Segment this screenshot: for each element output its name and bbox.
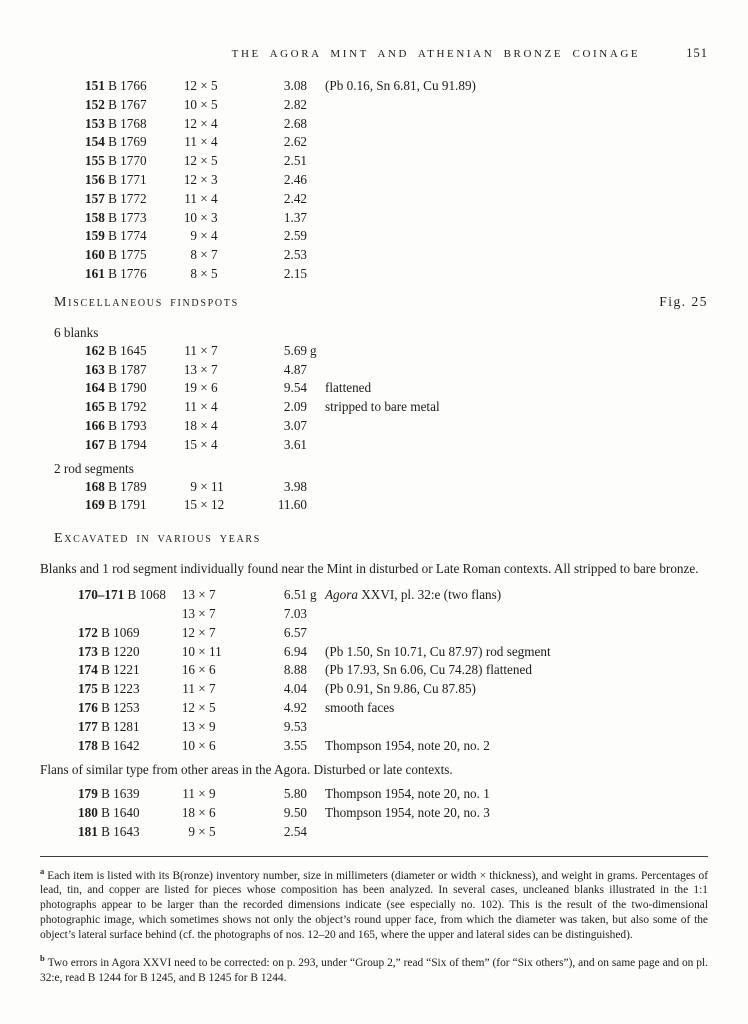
catalog-table-flans: [40, 785, 708, 841]
note-cell: smooth faces: [325, 699, 395, 715]
size-cell: 10 × 6: [181, 737, 216, 753]
table-row: [85, 246, 708, 265]
note-cell: Thompson 1954, note 20, no. 1: [325, 786, 490, 802]
table-row: [85, 96, 708, 115]
table-row: [85, 152, 708, 171]
size-cell: 12 × 4: [183, 115, 218, 131]
table-row: [85, 115, 708, 134]
catalog-number: 158 B 1773: [85, 209, 147, 225]
table-row: [85, 227, 708, 246]
weight-cell: 3.98: [283, 478, 307, 494]
catalog-number: 153 B 1768: [85, 115, 147, 131]
weight-cell: 2.15: [283, 265, 307, 281]
size-cell: 12 × 5: [183, 78, 218, 93]
size-cell: 11 × 7: [184, 342, 218, 358]
section-heading-miscellaneous-findspots: Miscellaneous findspots: [54, 294, 239, 310]
running-header-title: THE AGORA MINT AND ATHENIAN BRONZE COINAGE: [231, 48, 641, 60]
size-cell: 18 × 6: [181, 805, 216, 821]
size-cell: 13 × 9: [181, 718, 216, 734]
size-cell: 13 × 7: [181, 587, 216, 603]
size-cell: 10 × 11: [181, 643, 222, 659]
footnote-text: Two errors in Agora XXVI need to be corrected: on p. 293, under “Group 2,” read “Six of them” (for “Six others”), and on same page and on pl. 32:e, read B 1244 for B 1245, and B 1245 for B 1244.: [40, 957, 708, 985]
table-row: [85, 265, 708, 284]
table-row: [78, 624, 708, 643]
weight-cell: 2.51: [283, 153, 307, 169]
size-cell: 13 × 7: [183, 361, 218, 377]
catalog-number: 165 B 1792: [85, 399, 147, 415]
weight-cell: 4.04: [283, 681, 307, 697]
size-cell: 13 × 7: [181, 605, 216, 621]
table-row: [78, 661, 708, 680]
footnote-marker: a: [40, 865, 45, 876]
footnote-b: [40, 951, 708, 985]
table-row: [85, 379, 708, 398]
size-cell: 18 × 4: [183, 417, 218, 433]
table-row: [85, 342, 708, 361]
weight-cell: 7.03: [283, 605, 307, 621]
footnotes: [40, 856, 708, 986]
table-row: [78, 823, 708, 842]
catalog-number: 164 B 1790: [85, 380, 147, 396]
size-cell: 15 × 4: [183, 436, 218, 452]
weight-cell: 3.61: [283, 436, 307, 452]
weight-cell: 4.92: [283, 699, 307, 715]
weight-cell: 6.94: [283, 643, 307, 659]
size-cell: 11 × 9: [182, 786, 216, 802]
size-cell: 9 × 5: [188, 823, 216, 839]
size-cell: 11 × 4: [184, 399, 218, 415]
size-cell: 10 × 3: [183, 209, 218, 225]
weight-cell: 2.59: [283, 228, 307, 244]
size-cell: 9 × 4: [190, 228, 218, 244]
note-cell: (Pb 0.91, Sn 9.86, Cu 87.85): [325, 681, 476, 697]
catalog-table-blanks: [40, 342, 708, 455]
catalog-number: 181 B 1643: [78, 823, 140, 839]
catalog-table-excavated: [40, 586, 708, 755]
table-row: [85, 496, 708, 515]
catalog-number: 160 B 1775: [85, 247, 147, 263]
note-cell: (Pb 17.93, Sn 6.06, Cu 74.28) flattened: [325, 662, 532, 678]
weight-cell: 2.53: [283, 247, 307, 263]
catalog-number: 166 B 1793: [85, 417, 147, 433]
weight-cell: 2.09: [283, 399, 307, 415]
catalog-number: 178 B 1642: [78, 737, 140, 753]
note-cell: stripped to bare metal: [325, 399, 440, 415]
size-cell: 19 × 6: [183, 380, 218, 396]
weight-cell: 9.50: [283, 805, 307, 821]
weight-cell: 1.37: [283, 209, 307, 225]
weight-cell: 4.87: [283, 361, 307, 377]
size-cell: 9 × 11: [190, 478, 224, 494]
weight-cell: 9.54: [283, 380, 307, 396]
size-cell: 12 × 5: [181, 699, 216, 715]
table-row: [85, 77, 708, 96]
table-row: [78, 785, 708, 804]
size-cell: 12 × 7: [181, 624, 216, 640]
catalog-number: 157 B 1772: [85, 190, 147, 206]
catalog-number: 172 B 1069: [78, 624, 140, 640]
catalog-number: 159 B 1774: [85, 228, 147, 244]
note-cell: flattened: [325, 380, 372, 396]
catalog-number: 161 B 1776: [85, 265, 147, 281]
footnote-text: Each item is listed with its B(ronze) inventory number, size in millimeters (diameter or width × thickness), and weight in grams. Percentages of lead, tin, and copper are listed for pieces whose composition has been analyzed. In several cases, uncleaned blanks illustrated in the 1:1 photographs appear to be larger than the recorded dimensions indicate (see especially no. 102). This is the result of the two-dimensional photographic image, which sometimes shows not only the object’s round upper face, from which the diameter was taken, but also some of the object’s lateral surface behind (cf. the photographs of nos. 12–20 and 165, where the upper and lateral sides can be distinguished).: [40, 869, 708, 941]
catalog-number: 177 B 1281: [78, 718, 140, 734]
catalog-number: 175 B 1223: [78, 681, 140, 697]
catalog-number: 168 B 1789: [85, 478, 147, 494]
weight-cell: 6.57: [283, 624, 307, 640]
table-row: [78, 680, 708, 699]
table-row: [85, 478, 708, 497]
table-row: [78, 699, 708, 718]
size-cell: 12 × 3: [183, 171, 218, 187]
size-cell: 15 × 12: [183, 497, 225, 513]
catalog-number: 167 B 1794: [85, 436, 147, 452]
table-row: [85, 171, 708, 190]
catalog-number: 163 B 1787: [85, 361, 147, 377]
table-row: [78, 804, 708, 823]
weight-cell: 2.68: [283, 115, 307, 131]
catalog-table-top: [40, 77, 708, 284]
catalog-number: 152 B 1767: [85, 96, 147, 112]
table-row: [85, 133, 708, 152]
catalog-number: 173 B 1220: [78, 643, 140, 659]
note-cell: (Pb 1.50, Sn 10.71, Cu 87.97) rod segment: [325, 643, 551, 659]
weight-cell: 3.07: [283, 417, 307, 433]
weight-cell: 2.42: [283, 190, 307, 206]
weight-cell: 2.62: [283, 134, 307, 150]
weight-cell: 11.60: [277, 497, 307, 513]
flans-paragraph: Flans of similar type from other areas in the Agora. Disturbed or late contexts.: [40, 762, 453, 778]
size-cell: 16 × 6: [181, 662, 216, 678]
intro-paragraph: Blanks and 1 rod segment individually found near the Mint in disturbed or Late Roman contexts. All stripped to bare bronze.: [40, 561, 699, 577]
weight-cell: 5.80: [283, 786, 307, 802]
catalog-number: 162 B 1645: [85, 342, 147, 358]
section-heading-row: [40, 294, 708, 311]
weight-cell: 9.53: [283, 718, 307, 734]
table-row: [85, 190, 708, 209]
table-row: [78, 737, 708, 756]
catalog-number: 156 B 1771: [85, 171, 147, 187]
note-cell: Thompson 1954, note 20, no. 2: [325, 737, 490, 753]
figure-reference: Fig. 25: [659, 293, 708, 309]
running-header: [40, 46, 708, 61]
weight-cell: 5.69: [283, 342, 307, 358]
weight-cell: 2.54: [283, 823, 307, 839]
section-heading-excavated-in-various-years: Excavated in various years: [54, 531, 262, 547]
table-row: [78, 586, 708, 605]
catalog-number: 151 B 1766: [85, 78, 147, 93]
note-cell: (Pb 0.16, Sn 6.81, Cu 91.89): [325, 78, 476, 93]
table-row: [85, 209, 708, 228]
catalog-number: 169 B 1791: [85, 497, 147, 513]
note-cell: Agora XXVI, pl. 32:e (two flans): [325, 587, 502, 603]
table-row: [85, 417, 708, 436]
size-cell: 11 × 4: [184, 190, 218, 206]
section-heading-row: [40, 531, 708, 547]
group-label-blanks: 6 blanks: [54, 324, 99, 340]
weight-cell: 8.88: [283, 662, 307, 678]
weight-cell: 6.51: [283, 587, 307, 603]
table-row: [78, 643, 708, 662]
catalog-number: 170–171 B 1068: [78, 587, 166, 603]
weight-cell: 2.46: [283, 171, 307, 187]
size-cell: 10 × 5: [183, 96, 218, 112]
footnote-a: [40, 864, 708, 943]
size-cell: 11 × 7: [182, 681, 216, 697]
table-row: [85, 436, 708, 455]
table-row: [85, 361, 708, 380]
weight-cell: 3.55: [283, 737, 307, 753]
catalog-number: 179 B 1639: [78, 786, 140, 802]
catalog-number: 174 B 1221: [78, 662, 140, 678]
weight-unit: g: [310, 587, 317, 603]
size-cell: 8 × 5: [190, 265, 218, 281]
catalog-number: 180 B 1640: [78, 805, 140, 821]
note-cell: Thompson 1954, note 20, no. 3: [325, 805, 490, 821]
weight-cell: 2.82: [283, 96, 307, 112]
catalog-number: 154 B 1769: [85, 134, 147, 150]
table-row: [78, 605, 708, 624]
catalog-table-rod-segments: [40, 478, 708, 516]
footnote-marker: b: [40, 953, 45, 964]
page-number: 151: [686, 46, 708, 60]
weight-cell: 3.08: [283, 78, 307, 93]
size-cell: 11 × 4: [184, 134, 218, 150]
weight-unit: g: [310, 342, 317, 358]
size-cell: 12 × 5: [183, 153, 218, 169]
table-row: [78, 718, 708, 737]
group-label-rod-segments: 2 rod segments: [54, 460, 134, 476]
size-cell: 8 × 7: [190, 247, 218, 263]
table-row: [85, 398, 708, 417]
catalog-number: 155 B 1770: [85, 153, 147, 169]
catalog-number: 176 B 1253: [78, 699, 140, 715]
